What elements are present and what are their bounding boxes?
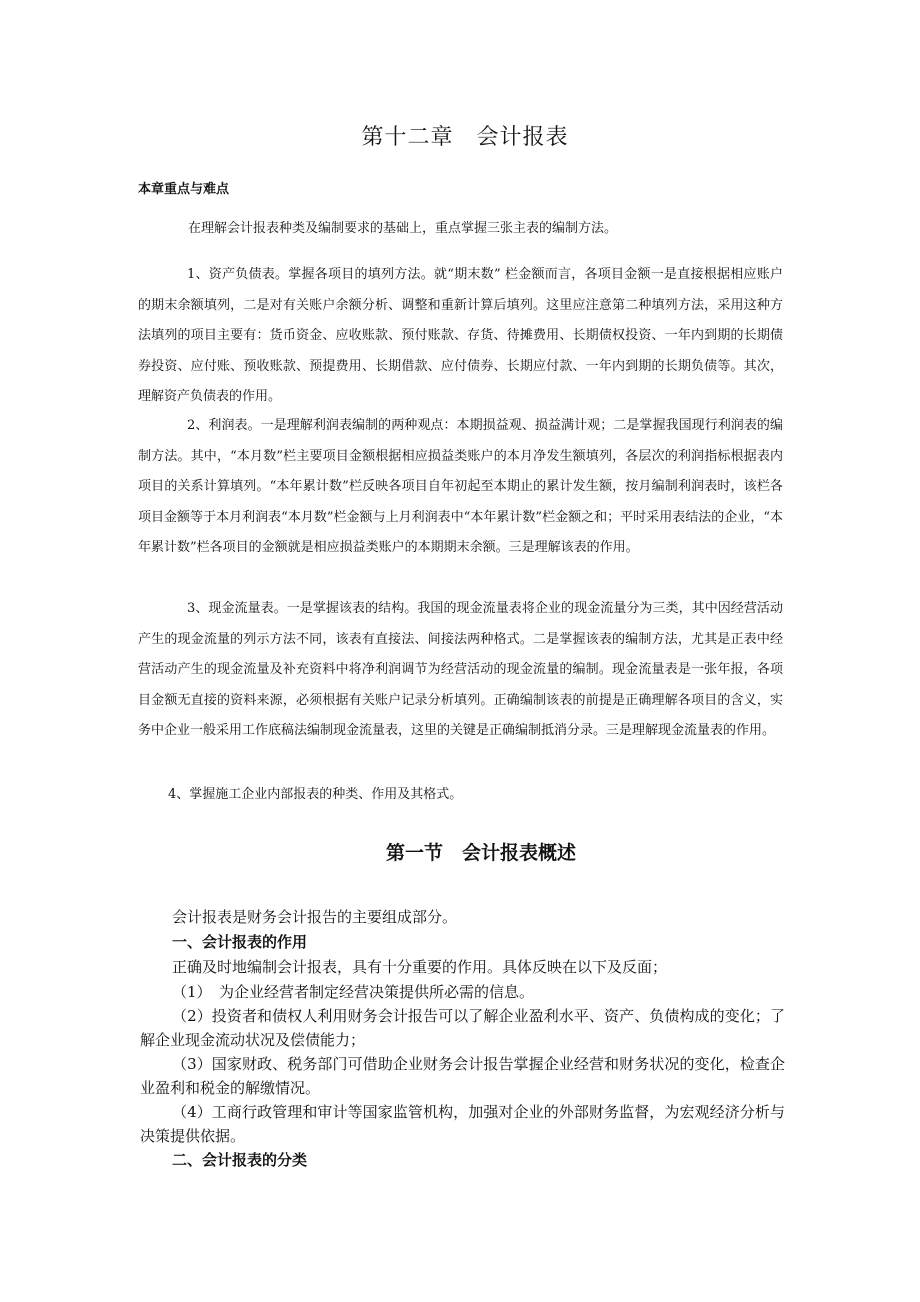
- point-internal-reports: 4、掌握施工企业内部报表的种类、作用及其格式。: [168, 787, 463, 802]
- heading-classification: 二、会计报表的分类: [172, 1151, 308, 1169]
- chapter-title: 第十二章 会计报表: [361, 125, 569, 150]
- section-opening: 会计报表是财务会计报告的主要组成部分。: [172, 908, 458, 926]
- role-item-3: （3）国家财政、税务部门可借助企业财务会计报告掌握企业经营和财务状况的变化，检查企业盈利和税金的解缴情况。: [140, 1055, 785, 1097]
- point-cash-flow: 3、现金流量表。一是掌握该表的结构。我国的现金流量表将企业的现金流量分为三类，其中因经营活动产生的现金流量的列示方法不同，该表有直接法、间接法两种格式。二是掌握该表的编制方法，尤其是正表中经营活动产生的现金流量及补充资料中将净利润调节为经营活动的现金流量的编制。现金流量表是一张年报，各项目金额无直接的资料来源，必须根据有关账户记录分析填列。正确编制该表的前提是正确理解各项目的含义，实务中企业一般采用工作底稿法编制现金流量表，这里的关键是正确编制抵消分录。三是理解现金流量表的作用。: [138, 601, 783, 738]
- role-item-1: （1） 为企业经营者制定经营决策提供所必需的信息。: [172, 983, 535, 1001]
- role-lead: 正确及时地编制会计报表，具有十分重要的作用。具体反映在以下及反面；: [172, 958, 668, 976]
- role-item-4: （4）工商行政管理和审计等国家监管机构，加强对企业的外部财务监督，为宏观经济分析与决策提供依据。: [140, 1103, 785, 1145]
- intro-paragraph: 在理解会计报表种类及编制要求的基础上，重点掌握三张主表的编制方法。: [188, 221, 618, 236]
- heading-role: 一、会计报表的作用: [172, 933, 308, 951]
- section-title: 第一节 会计报表概述: [385, 842, 576, 864]
- key-points-label: 本章重点与难点: [138, 182, 230, 197]
- point-balance-sheet: 1、资产负债表。掌握各项目的填列方法。就“期末数” 栏金额而言，各项目金额一是直接根据相应账户的期末余额填列，二是对有关账户余额分析、调整和重新计算后填列。这里应注意第二种填列方法，采用这种方法填列的项目主要有：货币资金、应收账款、预付账款、存货、待摊费用、长期债权投资、一年内到期的长期债券投资、应付账、预收账款、预提费用、长期借款、应付债券、长期应付款、一年内到期的长期负债等。其次，理解资产负债表的作用。: [138, 267, 783, 404]
- point-income-statement: 2、利润表。一是理解利润表编制的两种观点：本期损益观、损益满计观；二是掌握我国现行利润表的编制方法。其中，“本月数”栏主要项目金额根据相应损益类账户的本月净发生额填列，各层次的利润指标根据表内项目的关系计算填列。“本年累计数”栏反映各项目自年初起至本期止的累计发生额，按月编制利润表时，该栏各项目金额等于本月利润表“本月数”栏金额与上月利润表中“本年累计数”栏金额之和；平时采用表结法的企业，“本年累计数”栏各项目的金额就是相应损益类账户的本期期末余额。三是理解该表的作用。: [138, 418, 783, 555]
- role-item-2: （2）投资者和债权人利用财务会计报告可以了解企业盈利水平、资产、负债构成的变化；了解企业现金流动状况及偿债能力；: [140, 1007, 785, 1049]
